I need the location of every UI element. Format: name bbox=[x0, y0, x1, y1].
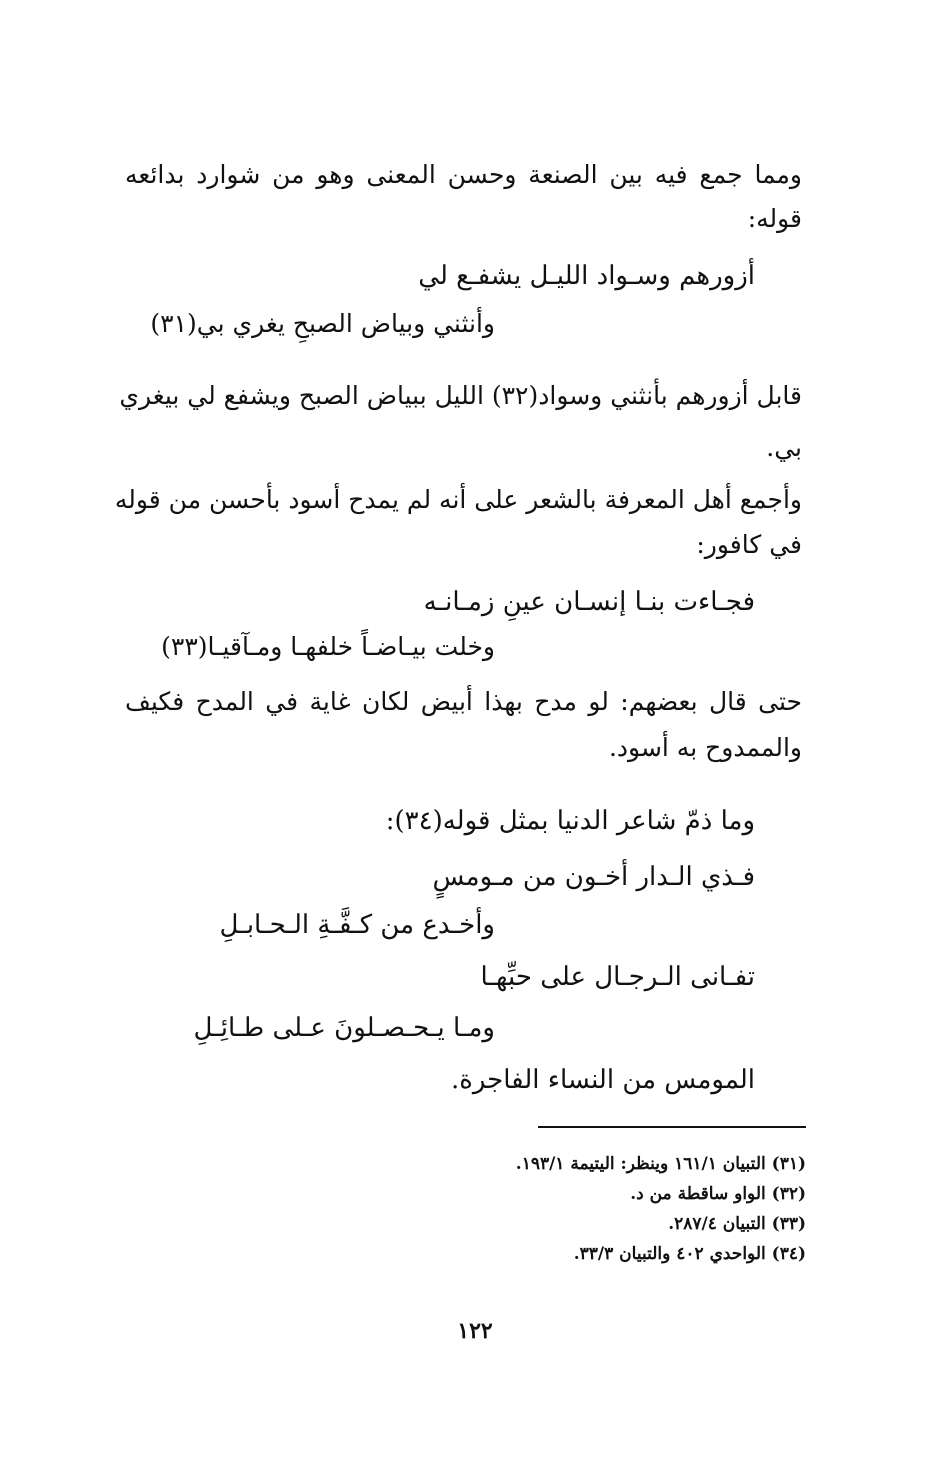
verse-4-hemistich-2: ومـا يـحـصـلونَ عـلى طـائِـلِ bbox=[193, 1013, 495, 1043]
paragraph-3-line-1: وأجمع أهل المعرفة بالشعر على أنه لم يمدح أسود بأحسن من قوله bbox=[114, 485, 802, 514]
paragraph-3-line-2: في كافور: bbox=[696, 530, 802, 559]
page-number: ١٢٢ bbox=[457, 1318, 493, 1344]
verse-1-hemistich-2: وأنثني وبياض الصبحِ يغري بي(٣١) bbox=[150, 309, 495, 338]
footnote-separator bbox=[538, 1126, 806, 1128]
verse-2-hemistich-1: فجـاءت بنـا إنسـان عينِ زمـانـه bbox=[423, 587, 755, 617]
paragraph-4-line-1: حتى قال بعضهم: لو مدح بهذا أبيض لكان غاية في المدح فكيف bbox=[125, 687, 802, 716]
paragraph-2-line-1: قابل أزورهم بأنثني وسواد(٣٢) الليل ببياض الصبح ويشفع لي بيغري bbox=[119, 381, 802, 410]
paragraph-2-line-2: بي. bbox=[766, 433, 802, 462]
footnote-31: (٣١) التبيان ١٦١/١ وينظر: اليتيمة ١٩٣/١. bbox=[515, 1154, 806, 1174]
footnote-33: (٣٣) التبيان ٢٨٧/٤. bbox=[668, 1214, 806, 1234]
paragraph-1-line-2: قوله: bbox=[747, 204, 802, 233]
paragraph-1-line-1: ومما جمع فيه بين الصنعة وحسن المعنى وهو من شوارد بدائعه bbox=[125, 160, 802, 189]
footnote-34: (٣٤) الواحدي ٤٠٢ والتبيان ٣٣/٣. bbox=[573, 1244, 806, 1264]
verse-3-hemistich-1: فـذي الـدار أخـون من مـومسٍ bbox=[432, 862, 755, 892]
verse-2-hemistich-2: وخلت بيـاضـاً خلفهـا ومـآقيـا(٣٣) bbox=[161, 632, 495, 661]
verse-1-hemistich-1: أزورهم وسـواد الليـل يشفـع لي bbox=[418, 261, 755, 291]
paragraph-6-line-1: المومس من النساء الفاجرة. bbox=[450, 1065, 755, 1095]
paragraph-5-line-1: وما ذمّ شاعر الدنيا بمثل قوله(٣٤): bbox=[385, 806, 755, 836]
verse-3-hemistich-2: وأخـدع من كـفَّـةِ الـحـابـلِ bbox=[219, 910, 495, 940]
verse-4-hemistich-1: تفـانى الـرجـال على حبِّهـا bbox=[480, 962, 755, 992]
paragraph-4-line-2: والممدوح به أسود. bbox=[608, 733, 802, 762]
footnote-32: (٣٢) الواو ساقطة من د. bbox=[630, 1184, 806, 1204]
